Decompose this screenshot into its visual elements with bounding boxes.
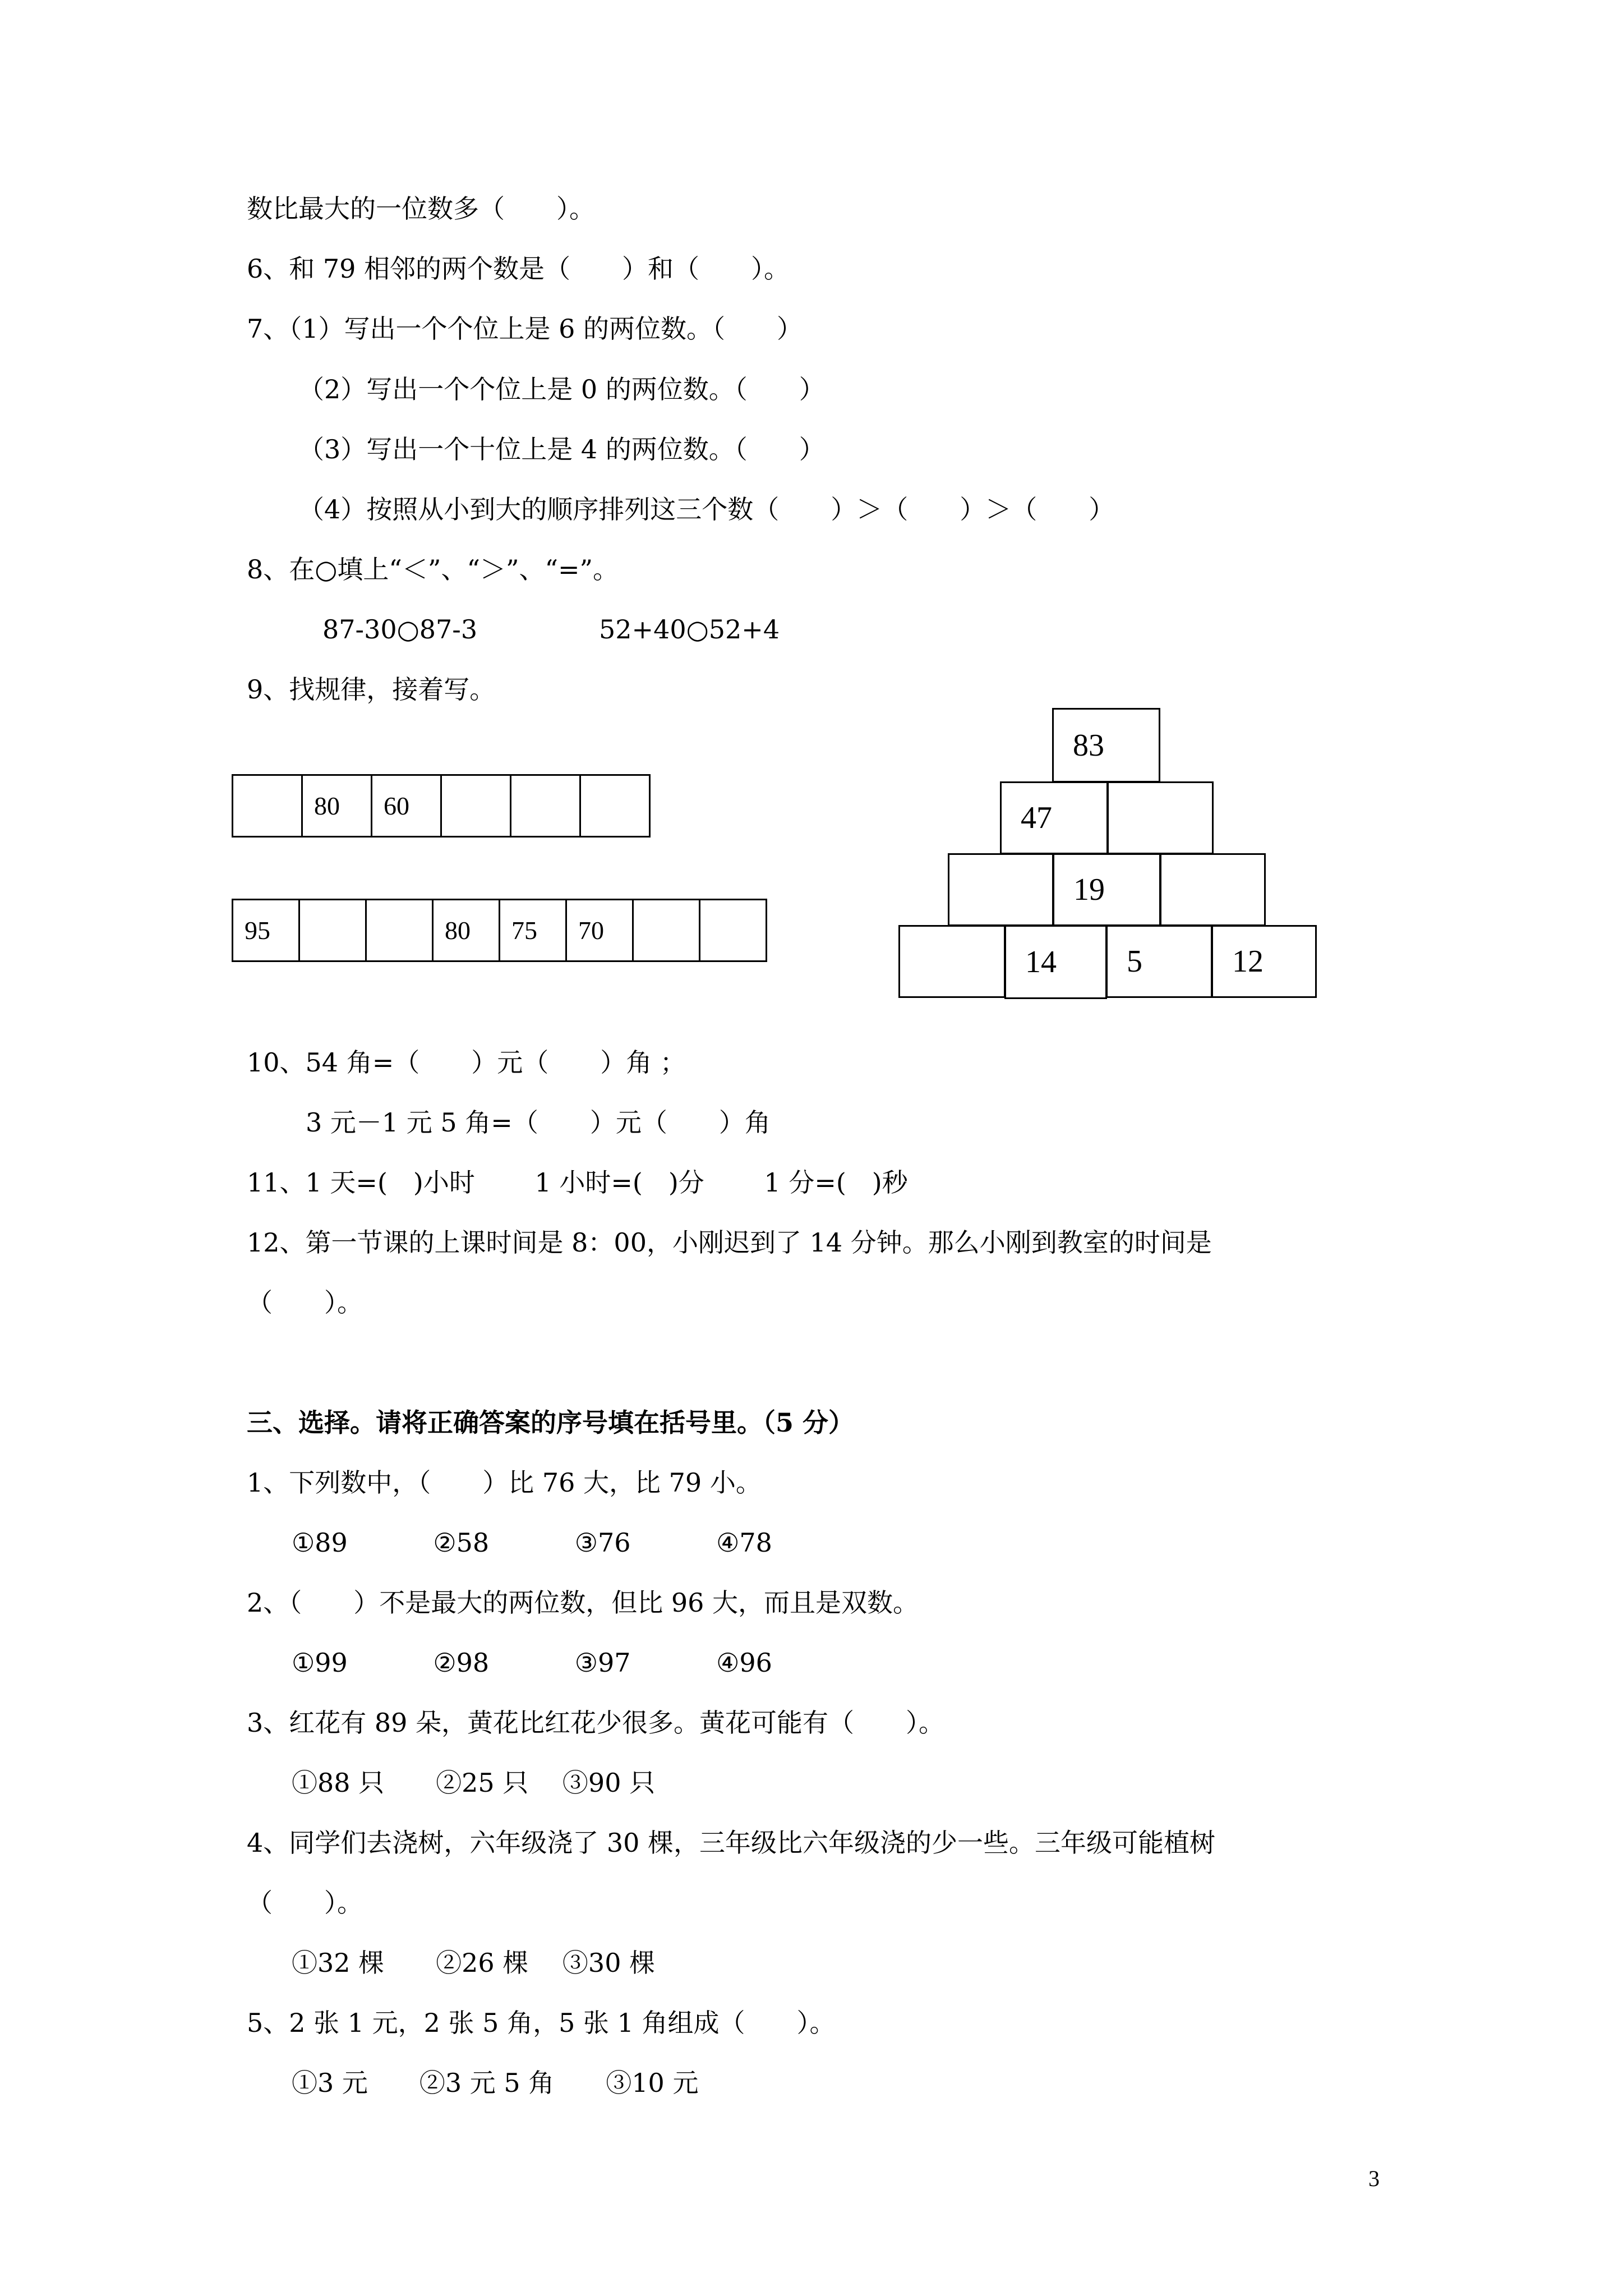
sequence-cell: 80 <box>301 774 372 838</box>
text-line: 数比最大的一位数多（ ）。 <box>247 194 595 224</box>
sequence-cell <box>298 899 367 962</box>
question-7-3: （3）写出一个十位上是 4 的两位数。（ ） <box>298 434 825 464</box>
question-7-4: （4）按照从小到大的顺序排列这三个数（ ）＞（ ）＞（ ） <box>298 494 1115 524</box>
question-6: 6、和 79 相邻的两个数是（ ）和（ ）。 <box>247 254 790 284</box>
sequence-cell: 70 <box>565 899 634 962</box>
sequence-cell <box>232 774 303 838</box>
pyramid-cell <box>948 853 1054 926</box>
page-number: 3 <box>1368 2166 1380 2191</box>
choice-question-4-answer: （ ）。 <box>247 1888 363 1918</box>
choice-question-1: 1、下列数中，（ ）比 76 大，比 79 小。 <box>247 1467 762 1498</box>
choice-options-1: ①89 ②58 ③76 ④78 <box>292 1527 772 1558</box>
choice-options-4: ①32 棵 ②26 棵 ③30 棵 <box>292 1948 656 1978</box>
choice-question-2: 2、（ ）不是最大的两位数，但比 96 大，而且是双数。 <box>247 1588 919 1618</box>
choice-options-5: ①3 元 ②3 元 5 角 ③10 元 <box>292 2068 699 2098</box>
pyramid-cell: 83 <box>1052 708 1160 783</box>
question-12-answer: （ ）。 <box>247 1287 363 1318</box>
pyramid-cell: 19 <box>1053 853 1161 926</box>
compare-expression-1: 87-30○87-3 <box>322 614 478 645</box>
pyramid-cell <box>898 925 1006 998</box>
sequence-cell <box>699 899 767 962</box>
question-10-2: 3 元－1 元 5 角=（ ）元（ ）角 <box>306 1107 771 1138</box>
pyramid-cell <box>1107 781 1214 854</box>
sequence-cell <box>365 899 434 962</box>
question-10: 10、54 角=（ ）元（ ）角 ； <box>247 1047 686 1078</box>
choice-question-4: 4、同学们去浇树，六年级浇了 30 棵，三年级比六年级浇的少一些。三年级可能植树 <box>247 1828 1216 1858</box>
pyramid-cell: 5 <box>1106 925 1212 998</box>
section-heading-3: 三、选择。请将正确答案的序号填在括号里。（5 分） <box>247 1407 855 1438</box>
sequence-cell: 75 <box>499 899 567 962</box>
pyramid-cell: 14 <box>1004 925 1107 999</box>
choice-options-3: ①88 只 ②25 只 ③90 只 <box>292 1768 656 1798</box>
question-9: 9、找规律，接着写。 <box>247 674 496 705</box>
sequence-row-1 <box>232 774 649 838</box>
sequence-cell: 95 <box>232 899 300 962</box>
sequence-cell <box>579 774 651 838</box>
pyramid-cell: 47 <box>1000 781 1108 854</box>
sequence-cell: 60 <box>371 774 442 838</box>
sequence-cell: 80 <box>432 899 500 962</box>
pyramid-cell: 12 <box>1211 925 1317 998</box>
sequence-cell <box>510 774 581 838</box>
question-11: 11、1 天=( )小时 1 小时=( )分 1 分=( )秒 <box>247 1167 908 1198</box>
sequence-row-2 <box>232 899 766 962</box>
pyramid-cell <box>1160 853 1266 926</box>
question-8: 8、在○填上“＜”、“＞”、“=”。 <box>247 554 619 585</box>
choice-options-2: ①99 ②98 ③97 ④96 <box>292 1648 772 1678</box>
sequence-cell <box>440 774 511 838</box>
question-7: 7、（1）写出一个个位上是 6 的两位数。（ ） <box>247 314 803 344</box>
choice-question-5: 5、2 张 1 元，2 张 5 角，5 张 1 角组成（ ）。 <box>247 2008 836 2038</box>
sequence-cell <box>632 899 700 962</box>
question-7-2: （2）写出一个个位上是 0 的两位数。（ ） <box>298 374 825 404</box>
question-12: 12、第一节课的上课时间是 8：00，小刚迟到了 14 分钟。那么小刚到教室的时间是 <box>247 1227 1212 1258</box>
compare-expression-2: 52+40○52+4 <box>599 614 780 645</box>
choice-question-3: 3、红花有 89 朵，黄花比红花少很多。黄花可能有（ ）。 <box>247 1708 945 1738</box>
